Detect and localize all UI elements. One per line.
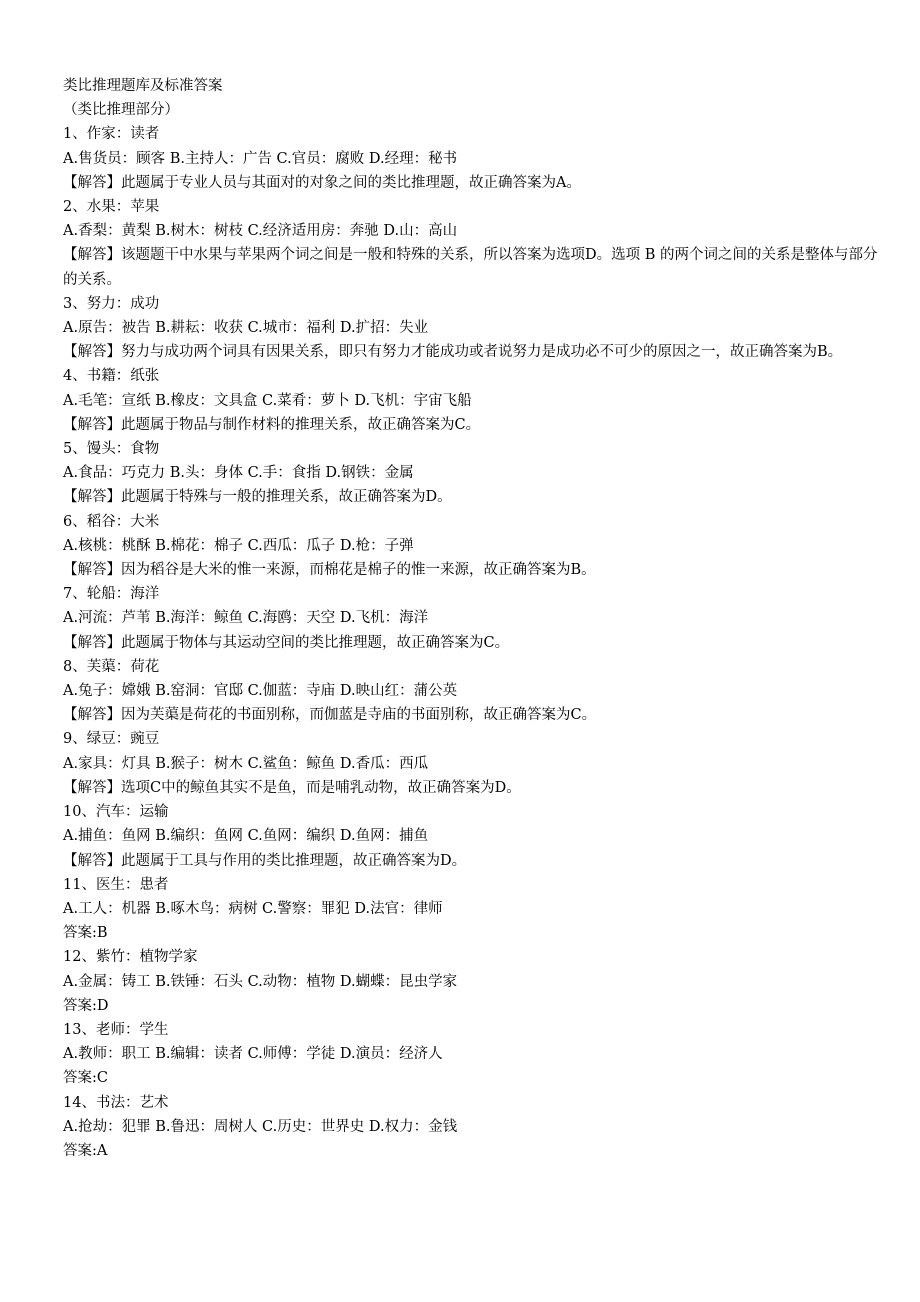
question-options: A.原告：被告 B.耕耘：收获 C.城市：福利 D.扩招：失业 — [63, 320, 429, 337]
question-stem: 11、医生：患者 — [63, 876, 169, 893]
question-options: A.捕鱼：鱼网 B.编织：鱼网 C.鱼网：编织 D.鱼网：捕鱼 — [63, 828, 429, 845]
question-item — [63, 800, 885, 873]
question-options: A.食品：巧克力 B.头：身体 C.手：食指 D.钢铁：金属 — [63, 465, 414, 482]
question-options: A.工人：机器 B.啄木鸟：病树 C.警察：罪犯 D.法官：律师 — [63, 900, 443, 917]
question-options: A.金属：铸工 B.铁锤：石头 C.动物：植物 D.蝴蝶：昆虫学家 — [63, 973, 458, 990]
question-stem: 14、书法：艺术 — [63, 1094, 169, 1111]
question-answer: 答案:C — [63, 1070, 108, 1087]
question-answer: 【解答】此题属于物品与制作材料的推理关系，故正确答案为C。 — [63, 416, 481, 433]
question-options: A.香梨：黄梨 B.树木：树枝 C.经济适用房：奔驰 D.山：高山 — [63, 223, 458, 240]
question-item — [63, 727, 885, 800]
question-answer: 【解答】该题题干中水果与苹果两个词之间是一般和特殊的关系，所以答案为选项D。选项 B 的两个词之间的关系是整体与部分的关系。 — [63, 247, 878, 288]
question-options: A.售货员：顾客 B.主持人：广告 C.官员：腐败 D.经理：秘书 — [63, 150, 458, 167]
question-item — [63, 510, 885, 583]
question-stem: 3、努力：成功 — [63, 295, 160, 312]
question-item — [63, 1018, 885, 1091]
question-options: A.抢劫：犯罪 B.鲁迅：周树人 C.历史：世界史 D.权力：金钱 — [63, 1118, 458, 1135]
question-stem: 2、水果：苹果 — [63, 199, 160, 216]
question-stem: 10、汽车：运输 — [63, 804, 169, 821]
question-item — [63, 364, 885, 437]
question-answer: 【解答】因为芙蕖是荷花的书面别称，而伽蓝是寺庙的书面别称，故正确答案为C。 — [63, 707, 597, 724]
question-item — [63, 582, 885, 655]
document-title: 类比推理题库及标准答案 — [63, 78, 223, 94]
question-item — [63, 437, 885, 510]
question-answer: 【解答】努力与成功两个词具有因果关系，即只有努力才能成功或者说努力是成功必不可少的原因之一，故正确答案为B。 — [63, 344, 843, 361]
question-options: A.教师：职工 B.编辑：读者 C.师傅：学徒 D.演员：经济人 — [63, 1046, 443, 1063]
question-stem: 4、书籍：纸张 — [63, 368, 160, 385]
document-body — [63, 74, 885, 1163]
question-item — [63, 873, 885, 946]
question-options: A.家具：灯具 B.猴子：树木 C.鲨鱼：鲸鱼 D.香瓜：西瓜 — [63, 755, 429, 772]
question-item — [63, 292, 885, 365]
question-answer: 【解答】此题属于特殊与一般的推理关系，故正确答案为D。 — [63, 489, 452, 506]
question-stem: 13、老师：学生 — [63, 1021, 169, 1038]
question-answer: 【解答】此题属于物体与其运动空间的类比推理题，故正确答案为C。 — [63, 634, 510, 651]
question-stem: 6、稻谷：大米 — [63, 513, 160, 530]
question-answer: 【解答】因为稻谷是大米的惟一来源，而棉花是棉子的惟一来源，故正确答案为B。 — [63, 562, 596, 579]
question-stem: 7、轮船：海洋 — [63, 586, 160, 603]
question-options: A.河流：芦苇 B.海洋：鲸鱼 C.海鸥：天空 D.飞机：海洋 — [63, 610, 429, 627]
question-item — [63, 1091, 885, 1164]
question-options: A.兔子：嫦娥 B.窑洞：官邸 C.伽蓝：寺庙 D.映山红：蒲公英 — [63, 683, 458, 700]
question-options: A.核桃：桃酥 B.棉花：棉子 C.西瓜：瓜子 D.枪：子弹 — [63, 537, 414, 554]
question-answer: 答案:D — [63, 997, 109, 1014]
document-subtitle: （类比推理部分） — [63, 102, 179, 119]
question-item — [63, 655, 885, 728]
question-stem: 9、绿豆：豌豆 — [63, 731, 160, 748]
question-item — [63, 945, 885, 1018]
question-item — [63, 122, 885, 195]
question-item — [63, 195, 885, 292]
question-answer: 答案:A — [63, 1142, 108, 1159]
question-stem: 12、紫竹：植物学家 — [63, 949, 198, 966]
question-answer: 答案:B — [63, 925, 108, 942]
question-list — [63, 122, 885, 1163]
question-options: A.毛笔：宣纸 B.橡皮：文具盒 C.菜肴：萝卜 D.飞机：宇宙飞船 — [63, 392, 472, 409]
question-stem: 5、馒头：食物 — [63, 441, 160, 458]
question-stem: 8、芙蕖：荷花 — [63, 658, 160, 675]
question-answer: 【解答】此题属于专业人员与其面对的对象之间的类比推理题，故正确答案为A。 — [63, 174, 581, 191]
question-answer: 【解答】此题属于工具与作用的类比推理题，故正确答案为D。 — [63, 852, 467, 869]
question-stem: 1、作家：读者 — [63, 126, 160, 143]
question-answer: 【解答】选项C中的鲸鱼其实不是鱼，而是哺乳动物，故正确答案为D。 — [63, 779, 521, 796]
